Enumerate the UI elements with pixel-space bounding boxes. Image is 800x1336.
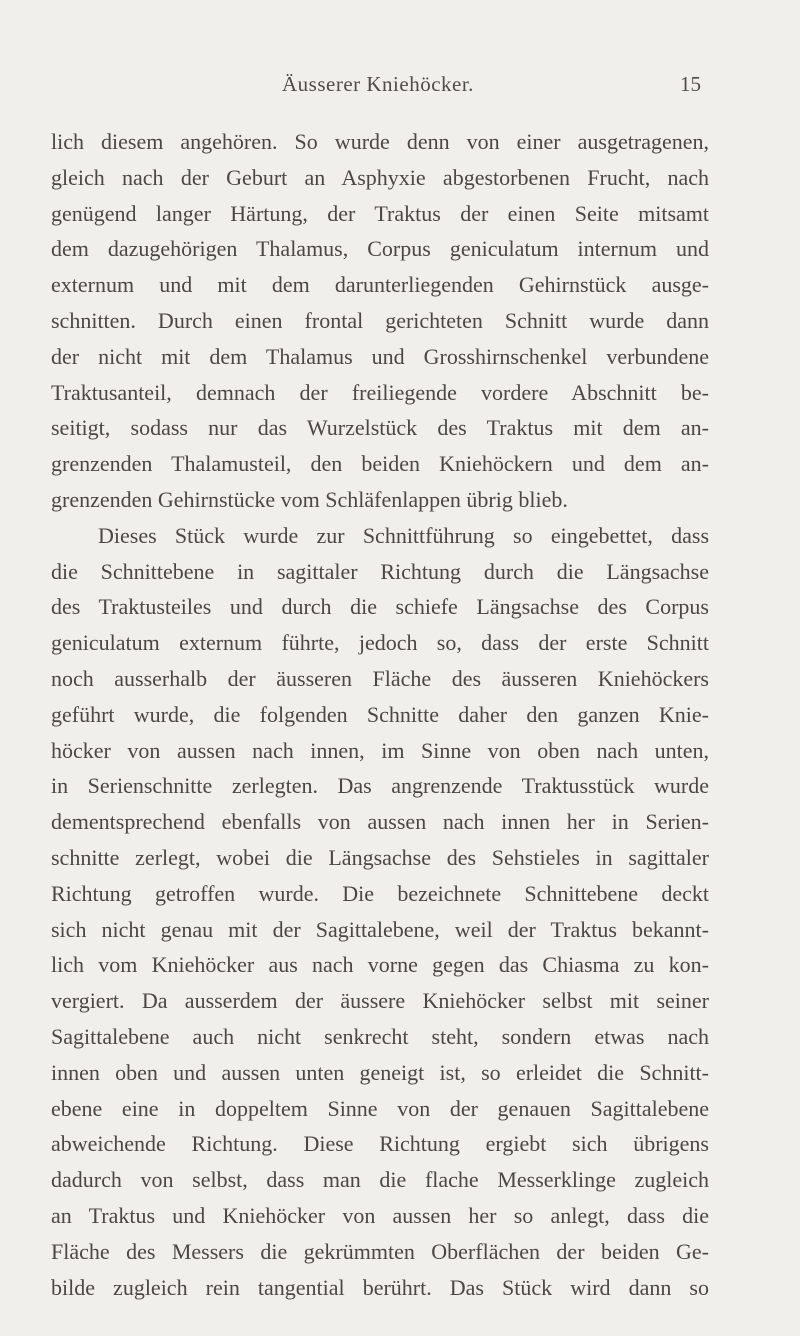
text-line: grenzenden Thalamusteil, den beiden Kniehöckern und dem an-	[51, 451, 709, 477]
text-line: in Serienschnitte zerlegten. Das angrenzende Traktusstück wurde	[51, 773, 709, 799]
text-line: an Traktus und Kniehöcker von aussen her so anlegt, dass die	[51, 1202, 709, 1228]
text-line: Fläche des Messers die gekrümmten Oberflächen der beiden Ge-	[51, 1238, 709, 1264]
text-line: dadurch von selbst, dass man die flache Messerklinge zugleich	[51, 1167, 709, 1193]
text-line: gleich nach der Geburt an Asphyxie abgestorbenen Frucht, nach	[51, 164, 709, 190]
text-line: höcker von aussen nach innen, im Sinne von oben nach unten,	[51, 737, 709, 763]
text-line: vergiert. Da ausserdem der äussere Kniehöcker selbst mit seiner	[51, 988, 709, 1014]
text-line: Traktusanteil, demnach der freiliegende vordere Abschnitt be-	[51, 379, 709, 405]
text-line: sich nicht genau mit der Sagittalebene, weil der Traktus bekannt-	[51, 916, 709, 942]
body-text	[51, 124, 709, 1305]
text-line: lich vom Kniehöcker aus nach vorne gegen das Chiasma zu kon-	[51, 952, 709, 978]
running-title: Äusserer Kniehöcker.	[282, 72, 474, 96]
text-line: grenzenden Gehirnstücke vom Schläfenlappen übrig blieb.	[51, 486, 568, 512]
text-line: innen oben und aussen unten geneigt ist, so erleidet die Schnitt-	[51, 1059, 709, 1085]
page-number: 15	[680, 72, 701, 96]
text-line: seitigt, sodass nur das Wurzelstück des Traktus mit dem an-	[51, 415, 709, 441]
text-line: lich diesem angehören. So wurde denn von einer ausgetragenen,	[51, 129, 709, 154]
text-line: dem dazugehörigen Thalamus, Corpus geniculatum internum und	[51, 236, 709, 262]
text-line: geführt wurde, die folgenden Schnitte daher den ganzen Knie-	[51, 701, 709, 727]
text-line: dementsprechend ebenfalls von aussen nach innen her in Serien-	[51, 809, 709, 835]
text-line: Dieses Stück wurde zur Schnittführung so eingebettet, dass	[98, 522, 709, 548]
text-line: abweichende Richtung. Diese Richtung ergiebt sich übrigens	[51, 1131, 709, 1157]
text-line: des Traktusteiles und durch die schiefe Längsachse des Corpus	[51, 594, 709, 620]
text-line: Sagittalebene auch nicht senkrecht steht, sondern etwas nach	[51, 1023, 709, 1049]
text-line: geniculatum externum führte, jedoch so, dass der erste Schnitt	[51, 630, 709, 656]
text-line: bilde zugleich rein tangential berührt. Das Stück wird dann so	[51, 1274, 709, 1300]
text-line: schnitten. Durch einen frontal gerichteten Schnitt wurde dann	[51, 307, 709, 333]
text-line: der nicht mit dem Thalamus und Grosshirnschenkel verbundene	[51, 343, 709, 369]
text-line: ebene eine in doppeltem Sinne von der genauen Sagittalebene	[51, 1095, 709, 1121]
text-line: Richtung getroffen wurde. Die bezeichnete Schnittebene deckt	[51, 880, 709, 906]
text-line: externum und mit dem darunterliegenden Gehirnstück ausge-	[51, 272, 709, 298]
text-line: schnitte zerlegt, wobei die Längsachse des Sehstieles in sagittaler	[51, 844, 709, 870]
text-line: genügend langer Härtung, der Traktus der einen Seite mitsamt	[51, 200, 709, 226]
text-line: noch ausserhalb der äusseren Fläche des äusseren Kniehöckers	[51, 665, 709, 691]
text-line: die Schnittebene in sagittaler Richtung durch die Längsachse	[51, 558, 709, 584]
